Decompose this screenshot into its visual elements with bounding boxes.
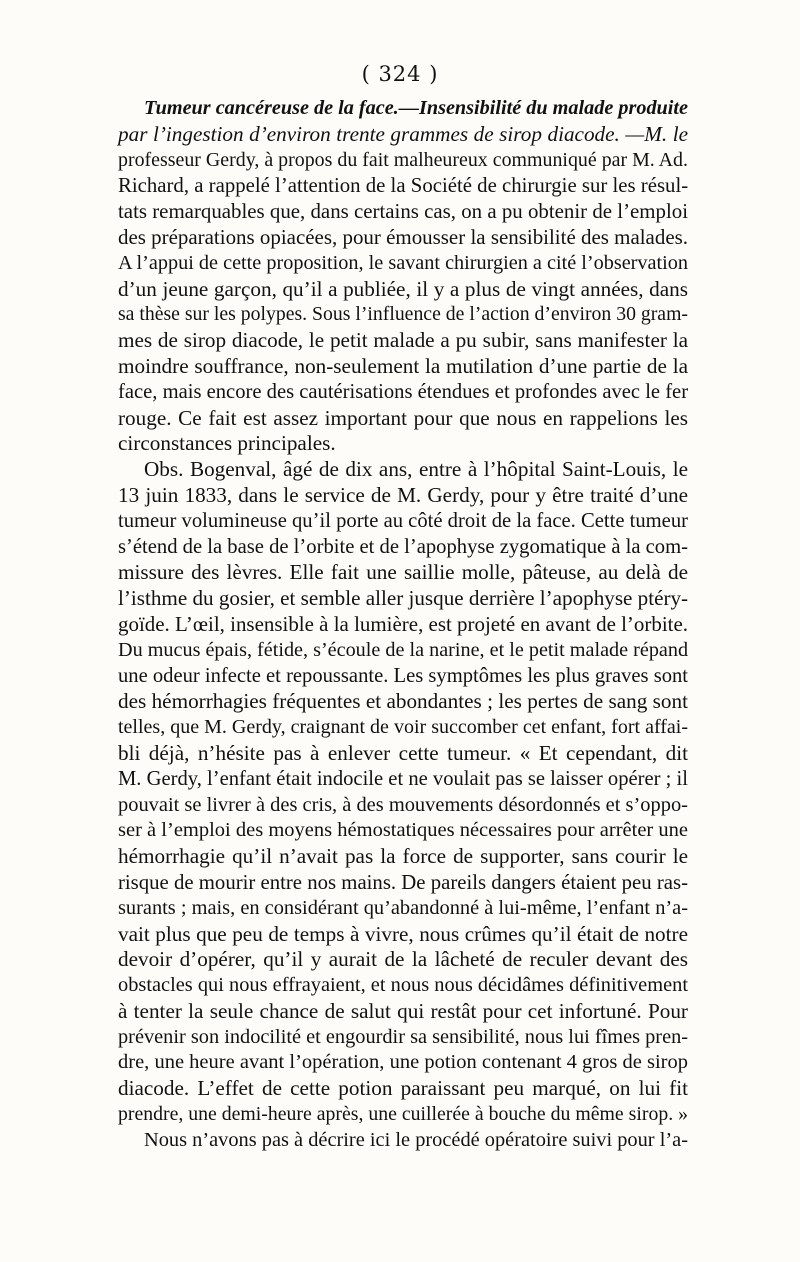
text-line: moindre souffrance, non-seulement la mutilation d’une partie de la: [118, 353, 688, 378]
text-line: surants ; mais, en considérant qu’abandonné à lui-même, l’enfant n’a-: [118, 896, 688, 919]
text-line: vait plus que peu de temps à vivre, nous crûmes qu’il était de notre: [118, 921, 688, 946]
paragraph-3: [118, 1128, 688, 1154]
text-line: missure des lèvres. Elle fait une saillie molle, pâteuse, au delà de: [118, 560, 688, 585]
body-text: [118, 96, 688, 1154]
text-line: ser à l’emploi des moyens hémostatiques nécessaires pour arrêter une: [118, 819, 688, 842]
text-line: telles, que M. Gerdy, craignant de voir succomber cet enfant, fort affai-: [118, 716, 688, 739]
text-line: prévenir son indocilité et engourdir sa sensibilité, nous lui fîmes pren-: [118, 1025, 689, 1048]
text-line: professeur Gerdy, à propos du fait malheureux communiqué par M. Ad.: [118, 148, 688, 171]
text-line: goïde. L’œil, insensible à la lumière, est projeté en avant de l’orbite.: [118, 611, 689, 636]
text-line: prendre, une demi-heure après, une cuillerée à bouche du même sirop. »: [118, 1103, 688, 1126]
title-line: Tumeur cancéreuse de la face.—Insensibilité du malade produite: [144, 97, 689, 119]
text-line: dre, une heure avant l’opération, une potion contenant 4 gros de sirop: [118, 1051, 688, 1074]
paragraph-2: [118, 457, 688, 1128]
text-line: sa thèse sur les polypes. Sous l’influence de l’action d’environ 30 gram-: [118, 303, 688, 326]
text-line: diacode. L’effet de cette potion paraissant peu marqué, on lui fit: [118, 1076, 688, 1101]
text-line: devoir d’opérer, qu’il y aurait de la lâcheté de reculer devant des: [118, 947, 688, 972]
page-number: ( 324 ): [361, 62, 439, 86]
text-line: A l’appui de cette proposition, le savant chirurgien a cité l’observation: [118, 251, 688, 274]
text-line: 13 juin 1833, dans le service de M. Gerdy, pour y être traité d’une: [118, 482, 688, 507]
text-line: Obs. Bogenval, âgé de dix ans, entre à l’hôpital Saint-Louis, le: [144, 457, 688, 482]
text-line: face, mais encore des cautérisations étendues et profondes avec le fer: [118, 380, 689, 403]
text-line: s’étend de la base de l’orbite et de l’apophyse zygomatique à la com-: [118, 535, 688, 558]
text-line: par l’ingestion d’environ trente grammes de sirop diacode. —M. le: [118, 121, 688, 146]
text-line: des hémorrhagies fréquentes et abondantes ; les pertes de sang sont: [118, 689, 688, 714]
text-line: des préparations opiacées, pour émousser la sensibilité des malades.: [118, 224, 688, 249]
text-line: à tenter la seule chance de salut qui restât pour cet infortuné. Pour: [118, 998, 688, 1023]
text-line: une odeur infecte et repoussante. Les symptômes les plus graves sont: [118, 664, 688, 687]
text-line: risque de mourir entre nos mains. De pareils dangers étaient peu ras-: [118, 870, 688, 894]
text-line: tats remarquables que, dans certains cas, on a pu obtenir de l’emploi: [118, 199, 688, 224]
text-line: l’isthme du gosier, et semble aller jusque derrière l’apophyse ptéry-: [118, 586, 689, 611]
text-line: obstacles qui nous effrayaient, et nous nous décidâmes définitivement: [118, 974, 688, 997]
text-line: Nous n’avons pas à décrire ici le procédé opératoire suivi pour l’a-: [144, 1128, 688, 1151]
text-line: bli déjà, n’hésite pas à enlever cette tumeur. « Et cependant, dit: [118, 740, 688, 765]
text-line: pouvait se livrer à des cris, à des mouvements désordonnés et s’oppo-: [118, 793, 688, 816]
text-line: circonstances principales.: [118, 431, 336, 456]
text-line: Richard, a rappelé l’attention de la Société de chirurgie sur les résul-: [118, 174, 689, 198]
text-line: d’un jeune garçon, qu’il a publiée, il y a plus de vingt années, dans: [118, 276, 688, 301]
text-line: tumeur volumineuse qu’il porte au côté droit de la face. Cette tumeur: [118, 509, 688, 532]
text-line: rouge. Ce fait est assez important pour que nous en rappelions les: [118, 405, 688, 430]
text-line: hémorrhagie qu’il n’avait pas la force de supporter, sans courir le: [118, 844, 688, 869]
text-line: mes de sirop diacode, le petit malade a pu subir, sans manifester la: [118, 328, 688, 353]
text-line: Du mucus épais, fétide, s’écoule de la narine, et le petit malade répand: [118, 638, 689, 661]
paragraph-1: [118, 96, 688, 457]
text-line: M. Gerdy, l’enfant était indocile et ne voulait pas se laisser opérer ; il: [118, 767, 688, 790]
